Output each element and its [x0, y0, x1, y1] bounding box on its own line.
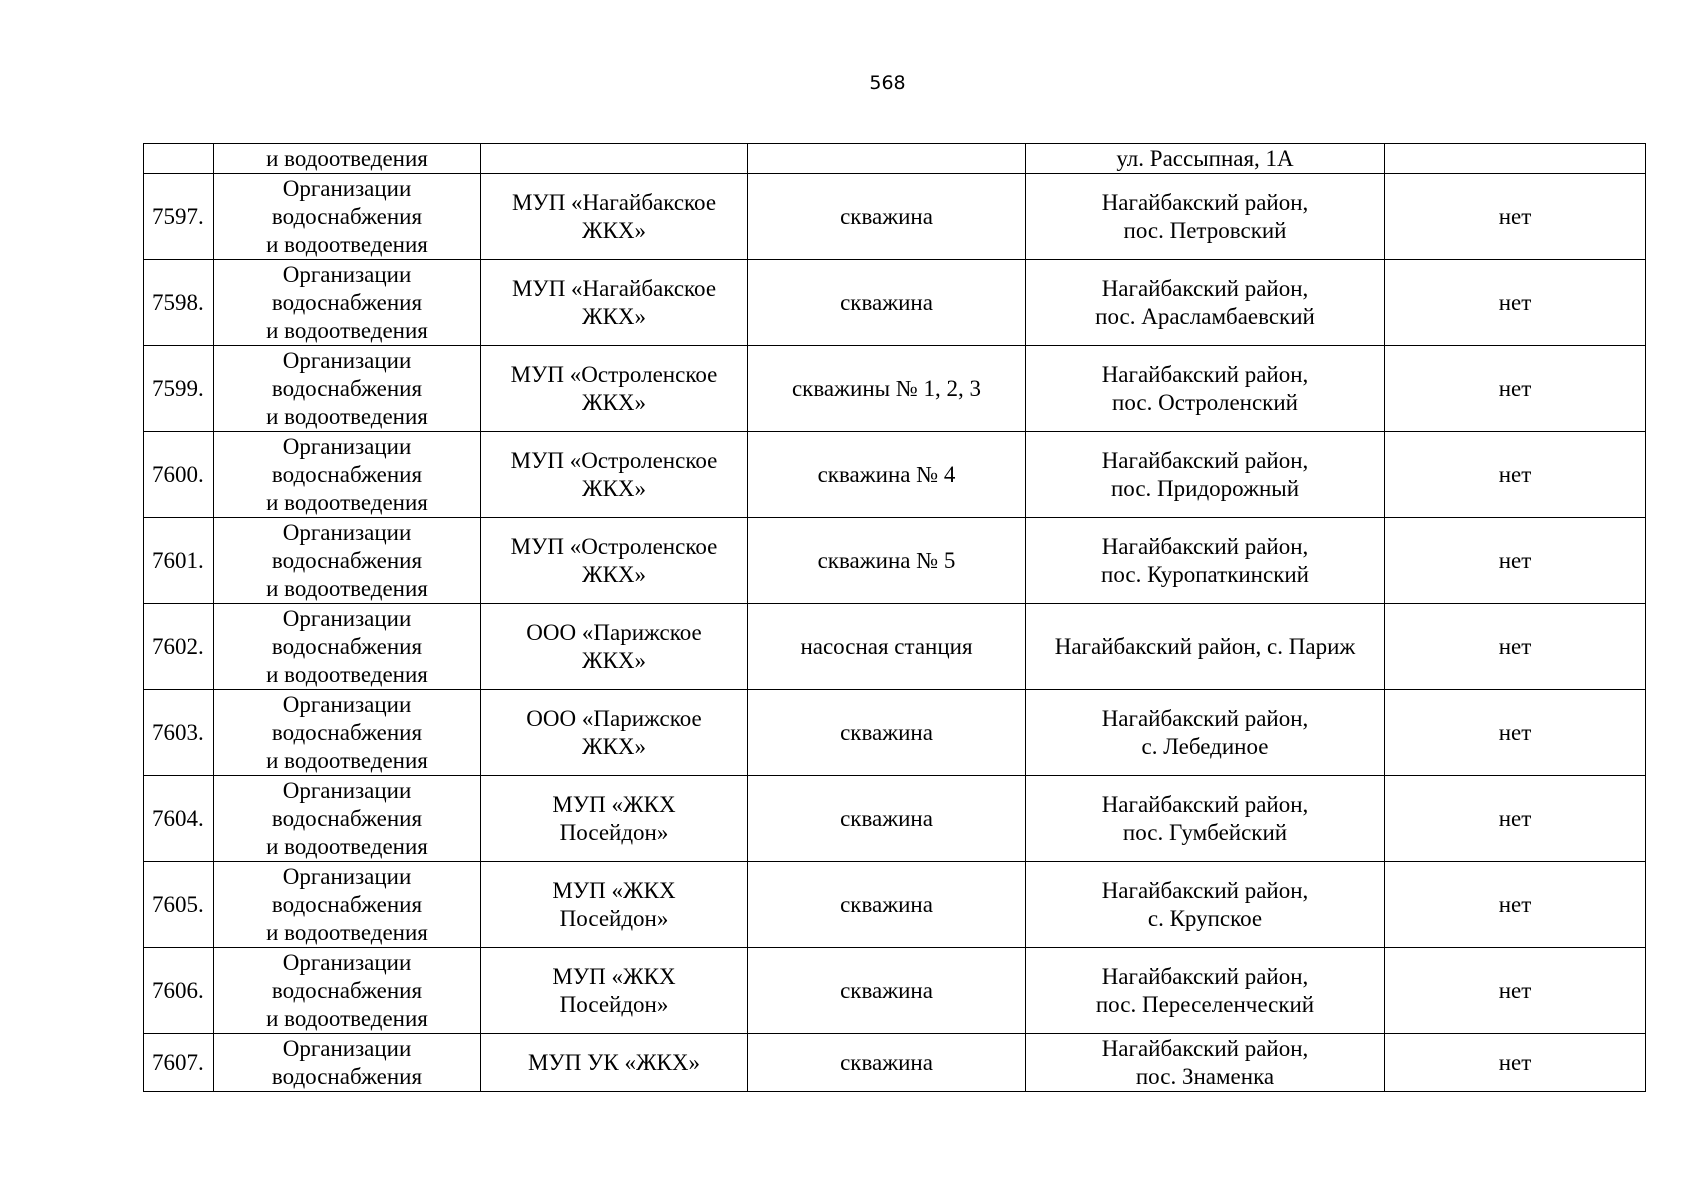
- object-cell-line: скважина: [840, 289, 933, 315]
- org-type-cell: [214, 690, 481, 776]
- organization-cell-line: ЖКХ»: [581, 475, 647, 501]
- organization-cell-line: МУП «ЖКХ: [552, 877, 676, 903]
- organization-cell-line: МУП «Нагайбакское: [511, 275, 717, 301]
- organization-cell-line: МУП «ЖКХ: [552, 791, 676, 817]
- table-row: [144, 604, 1646, 690]
- org-type-cell-line: Организации: [282, 175, 412, 201]
- object-cell-line: скважина: [840, 203, 933, 229]
- address-cell-line: пос. Переселенческий: [1095, 991, 1315, 1017]
- flag-cell: нет: [1385, 948, 1646, 1034]
- organization-cell: [481, 776, 748, 862]
- table-row: [144, 144, 1646, 174]
- object-cell: [748, 1034, 1026, 1092]
- address-cell-line: пос. Куропаткинский: [1101, 561, 1309, 587]
- org-type-cell-line: водоснабжения: [271, 289, 423, 315]
- organization-cell-line: ООО «Парижское: [526, 705, 702, 731]
- org-type-cell-line: Организации: [282, 1035, 412, 1061]
- org-type-cell: [214, 260, 481, 346]
- flag-cell: нет: [1385, 604, 1646, 690]
- address-cell: [1026, 260, 1385, 346]
- address-cell: [1026, 174, 1385, 260]
- flag-cell: нет: [1385, 776, 1646, 862]
- row-number-cell: 7604.: [144, 776, 214, 862]
- org-type-cell: [214, 948, 481, 1034]
- address-cell-line: пос. Гумбейский: [1122, 819, 1288, 845]
- org-type-cell-line: Организации: [282, 433, 412, 459]
- page-number: 568: [869, 72, 906, 94]
- organization-cell-line: ООО «Парижское: [526, 619, 702, 645]
- address-cell-line: Нагайбакский район,: [1101, 189, 1309, 215]
- org-type-cell-line: и водоотведения: [266, 403, 428, 429]
- org-type-cell-line: Организации: [282, 347, 412, 373]
- org-type-cell: [214, 432, 481, 518]
- object-cell: [748, 518, 1026, 604]
- address-cell: [1026, 518, 1385, 604]
- address-cell: [1026, 948, 1385, 1034]
- table-row: [144, 174, 1646, 260]
- organization-cell-line: МУП «Нагайбакское: [511, 189, 717, 215]
- address-cell-line: Нагайбакский район,: [1101, 275, 1309, 301]
- object-cell: [748, 604, 1026, 690]
- table-row: [144, 260, 1646, 346]
- org-type-cell-line: и водоотведения: [266, 489, 428, 515]
- table-row: [144, 346, 1646, 432]
- organization-cell-line: МУП «Остроленское: [510, 447, 718, 473]
- org-type-cell-line: и водоотведения: [266, 661, 428, 687]
- org-type-cell-line: и водоотведения: [266, 231, 428, 257]
- table-row: [144, 690, 1646, 776]
- org-type-cell: [214, 144, 481, 174]
- organization-cell-line: ЖКХ»: [581, 733, 647, 759]
- row-number-cell: 7601.: [144, 518, 214, 604]
- address-cell-line: пос. Петровский: [1123, 217, 1287, 243]
- org-type-cell-line: водоснабжения: [271, 1063, 423, 1089]
- organization-cell: [481, 1034, 748, 1092]
- table-body: [144, 144, 1646, 1092]
- org-type-cell-line: и водоотведения: [266, 833, 428, 859]
- address-cell-line: пос. Арасламбаевский: [1095, 303, 1315, 329]
- org-type-cell-line: водоснабжения: [271, 375, 423, 401]
- org-type-cell-line: водоснабжения: [271, 461, 423, 487]
- address-cell-line: Нагайбакский район,: [1101, 791, 1309, 817]
- object-cell: [748, 776, 1026, 862]
- organization-cell-line: Посейдон»: [559, 991, 669, 1017]
- object-cell: [748, 862, 1026, 948]
- org-type-cell-line: Организации: [282, 949, 412, 975]
- row-number-cell: 7598.: [144, 260, 214, 346]
- organization-cell-line: МУП «Остроленское: [510, 533, 718, 559]
- organization-cell-line: МУП «ЖКХ: [552, 963, 676, 989]
- org-type-cell: [214, 346, 481, 432]
- address-cell: [1026, 1034, 1385, 1092]
- organization-cell: [481, 604, 748, 690]
- address-cell: [1026, 346, 1385, 432]
- row-number-cell: 7606.: [144, 948, 214, 1034]
- row-number-cell: [144, 144, 214, 174]
- object-cell: [748, 144, 1026, 174]
- organization-cell: [481, 862, 748, 948]
- org-type-cell-line: водоснабжения: [271, 633, 423, 659]
- table-row: [144, 432, 1646, 518]
- address-cell: [1026, 862, 1385, 948]
- address-cell-line: Нагайбакский район,: [1101, 1035, 1309, 1061]
- flag-cell: нет: [1385, 432, 1646, 518]
- org-type-cell-line: и водоотведения: [266, 575, 428, 601]
- object-cell: [748, 174, 1026, 260]
- row-number-cell: 7605.: [144, 862, 214, 948]
- address-cell-line: Нагайбакский район,: [1101, 447, 1309, 473]
- address-cell-line: пос. Знаменка: [1135, 1063, 1275, 1089]
- flag-cell: [1385, 144, 1646, 174]
- address-cell-line: Нагайбакский район,: [1101, 963, 1309, 989]
- organization-cell-line: ЖКХ»: [581, 647, 647, 673]
- org-type-cell-line: и водоотведения: [266, 919, 428, 945]
- address-cell-line: Нагайбакский район,: [1101, 877, 1309, 903]
- address-cell-line: пос. Придорожный: [1110, 475, 1300, 501]
- address-cell: [1026, 604, 1385, 690]
- address-cell-line: Нагайбакский район,: [1101, 533, 1309, 559]
- object-cell-line: насосная станция: [800, 633, 973, 659]
- organization-cell: [481, 346, 748, 432]
- organization-cell: [481, 518, 748, 604]
- address-cell-line: Нагайбакский район, с. Париж: [1054, 633, 1356, 659]
- row-number-cell: 7603.: [144, 690, 214, 776]
- object-cell-line: скважина № 5: [817, 547, 956, 573]
- object-cell-line: скважина: [840, 719, 933, 745]
- org-type-cell: [214, 1034, 481, 1092]
- organization-cell-line: МУП УК «ЖКХ»: [527, 1049, 701, 1075]
- org-type-cell: [214, 174, 481, 260]
- address-cell-line: пос. Остроленский: [1112, 389, 1298, 415]
- address-cell: [1026, 776, 1385, 862]
- organization-cell: [481, 144, 748, 174]
- flag-cell: нет: [1385, 518, 1646, 604]
- organization-cell-line: ЖКХ»: [581, 561, 647, 587]
- object-cell: [748, 690, 1026, 776]
- org-type-cell-line: Организации: [282, 777, 412, 803]
- flag-cell: нет: [1385, 260, 1646, 346]
- object-cell-line: скважина: [840, 891, 933, 917]
- address-cell-line: Нагайбакский район,: [1101, 361, 1309, 387]
- flag-cell: нет: [1385, 690, 1646, 776]
- row-number-cell: 7602.: [144, 604, 214, 690]
- organization-cell-line: ЖКХ»: [581, 303, 647, 329]
- flag-cell: нет: [1385, 346, 1646, 432]
- address-cell: [1026, 690, 1385, 776]
- object-cell: [748, 948, 1026, 1034]
- organization-cell: [481, 690, 748, 776]
- object-cell-line: скважина: [840, 977, 933, 1003]
- org-type-cell-line: и водоотведения: [266, 747, 428, 773]
- org-type-cell: [214, 604, 481, 690]
- object-cell: [748, 432, 1026, 518]
- table-row: [144, 948, 1646, 1034]
- flag-cell: нет: [1385, 174, 1646, 260]
- org-type-cell-line: и водоотведения: [266, 145, 428, 171]
- object-cell-line: скважина № 4: [817, 461, 956, 487]
- address-cell-line: с. Крупское: [1147, 905, 1263, 931]
- organization-cell: [481, 260, 748, 346]
- address-cell-line: Нагайбакский район,: [1101, 705, 1309, 731]
- org-type-cell: [214, 518, 481, 604]
- flag-cell: нет: [1385, 862, 1646, 948]
- org-type-cell-line: Организации: [282, 691, 412, 717]
- object-cell-line: скважины № 1, 2, 3: [791, 375, 982, 401]
- row-number-cell: 7599.: [144, 346, 214, 432]
- row-number-cell: 7600.: [144, 432, 214, 518]
- table-row: [144, 1034, 1646, 1092]
- org-type-cell: [214, 862, 481, 948]
- org-type-cell-line: Организации: [282, 519, 412, 545]
- organization-cell: [481, 432, 748, 518]
- organization-cell: [481, 948, 748, 1034]
- object-cell: [748, 346, 1026, 432]
- object-cell-line: скважина: [840, 1049, 933, 1075]
- table-row: [144, 776, 1646, 862]
- org-type-cell: [214, 776, 481, 862]
- table-row: [144, 518, 1646, 604]
- organization-cell-line: Посейдон»: [559, 905, 669, 931]
- org-type-cell-line: водоснабжения: [271, 891, 423, 917]
- org-type-cell-line: Организации: [282, 863, 412, 889]
- organization-cell-line: МУП «Остроленское: [510, 361, 718, 387]
- flag-cell: нет: [1385, 1034, 1646, 1092]
- address-cell-line: с. Лебединое: [1141, 733, 1269, 759]
- org-type-cell-line: водоснабжения: [271, 203, 423, 229]
- organization-cell-line: Посейдон»: [559, 819, 669, 845]
- org-type-cell-line: Организации: [282, 605, 412, 631]
- org-type-cell-line: водоснабжения: [271, 805, 423, 831]
- row-number-cell: 7607.: [144, 1034, 214, 1092]
- registry-table: [143, 143, 1646, 1092]
- address-cell: [1026, 432, 1385, 518]
- org-type-cell-line: водоснабжения: [271, 547, 423, 573]
- organization-cell-line: ЖКХ»: [581, 389, 647, 415]
- object-cell: [748, 260, 1026, 346]
- row-number-cell: 7597.: [144, 174, 214, 260]
- address-cell-line: ул. Рассыпная, 1А: [1116, 145, 1294, 171]
- object-cell-line: скважина: [840, 805, 933, 831]
- org-type-cell-line: и водоотведения: [266, 317, 428, 343]
- table-row: [144, 862, 1646, 948]
- organization-cell-line: ЖКХ»: [581, 217, 647, 243]
- org-type-cell-line: Организации: [282, 261, 412, 287]
- org-type-cell-line: и водоотведения: [266, 1005, 428, 1031]
- organization-cell: [481, 174, 748, 260]
- address-cell: [1026, 144, 1385, 174]
- org-type-cell-line: водоснабжения: [271, 977, 423, 1003]
- org-type-cell-line: водоснабжения: [271, 719, 423, 745]
